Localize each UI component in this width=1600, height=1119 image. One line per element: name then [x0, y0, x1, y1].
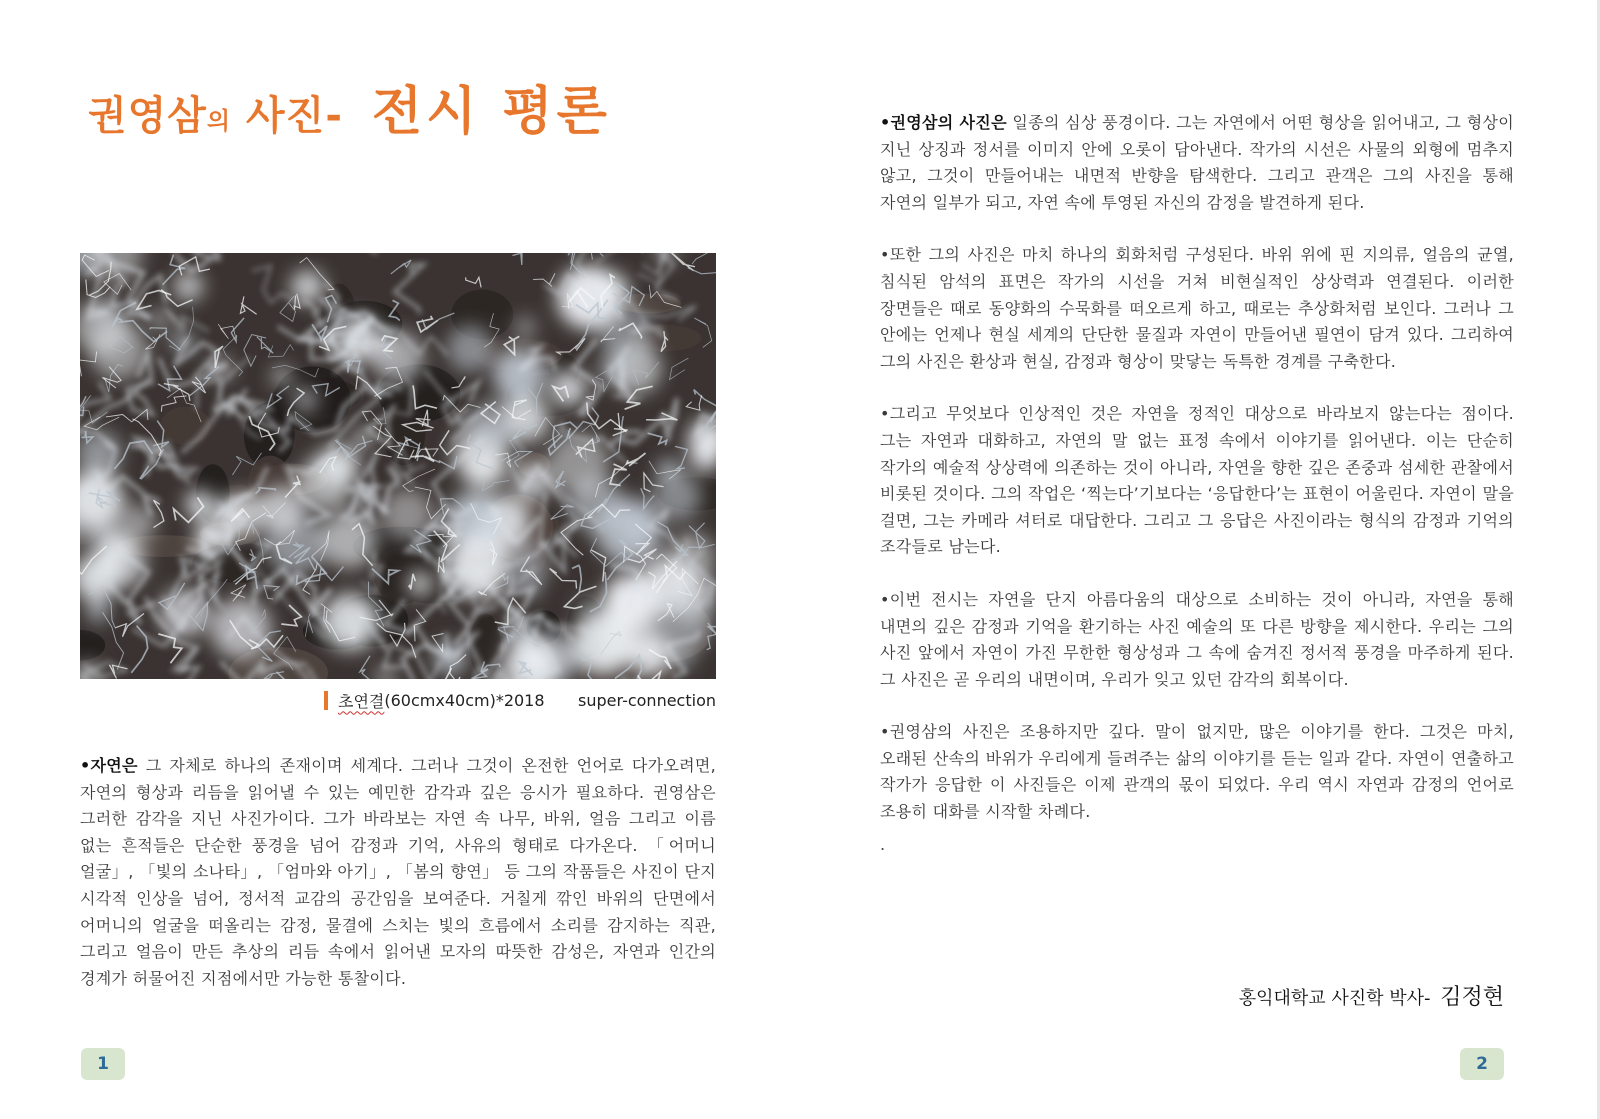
- title-review: 전시 평론: [371, 82, 611, 142]
- right-column: [880, 110, 1514, 858]
- title-photo: 사진-: [231, 93, 358, 139]
- title-artist: 권영삼: [88, 93, 207, 139]
- caption-details: (60cmx40cm)*2018: [384, 690, 545, 710]
- paragraph-body: •권영삼의 사진은 조용하지만 깊다. 말이 없지만, 많은 이야기를 한다. 그것은 마치, 오래된 산속의 바위가 우리에게 들려주는 삶의 이야기를 듣는 일과 같다. 자연이 연출하고 작가가 응답한 이 사진들은 이제 관객의 몫이 되었다. 우리 역시 자연과 감정의 언어로 조용히 대화를 시작할 차례다.: [880, 722, 1514, 822]
- caption-subtitle: super-connection: [578, 690, 716, 710]
- page-title: [88, 82, 611, 142]
- artwork-photo: [80, 253, 716, 679]
- paragraph-lead: •권영삼의 사진은: [880, 113, 1007, 132]
- title-particle: 의: [206, 107, 232, 135]
- right-paragraph-4: [880, 587, 1514, 693]
- paragraph-body: •이번 전시는 자연을 단지 아름다움의 대상으로 소비하는 것이 아니라, 자연을 통해 내면의 깊은 감정과 기억을 환기하는 사진 예술의 또 다른 방향을 제시한다. 우리는 그의 사진 앞에서 자연이 가진 무한한 형상성과 그 속에 숨겨진 정서적 풍경을 마주하게 된다. 그 사진은 곧 우리의 내면이며, 우리가 잊고 있던 감각의 회복이다.: [880, 589, 1514, 689]
- left-paragraph: [80, 753, 716, 992]
- page-number-1: 1: [81, 1048, 125, 1080]
- paragraph-body: •또한 그의 사진은 마치 하나의 회화처럼 구성된다. 바위 위에 핀 지의류, 얼음의 균열, 침식된 암석의 표면은 작가의 시선을 거쳐 비현실적인 상상력과 연결된다. 이러한 장면들은 때로 동양화의 수묵화를 떠오르게 하고, 때로는 추상화처럼 보인다. 그러나 그 안에는 언제나 현실 세계의 단단한 물질과 자연이 만들어낸 필연이 담겨 있다. 그리하여 그의 사진은 환상과 현실, 감정과 형상이 맞닿는 독특한 경계를 구축한다.: [880, 245, 1514, 371]
- right-paragraph-3: [880, 401, 1514, 561]
- caption-title: 초연결: [338, 691, 385, 711]
- ice-crystal-photo-icon: [80, 253, 716, 679]
- photo-caption: [324, 687, 716, 713]
- author-affiliation: 홍익대학교 사진학 박사-: [1238, 988, 1437, 1009]
- author-signature: [1239, 980, 1504, 1011]
- paragraph-body: 일종의 심상 풍경이다. 그는 자연에서 어떤 형상을 읽어내고, 그 형상이 지닌 상징과 정서를 이미지 안에 오롯이 담아낸다. 작가의 시선은 사물의 외형에 멈추지 않고, 그것이 만들어내는 내면적 반향을 탐색한다. 그리고 관객은 그의 사진을 통해 자연의 일부가 되고, 자연 속에 투영된 자신의 감정을 발견하게 된다.: [880, 113, 1514, 212]
- trailing-dot: .: [880, 834, 886, 854]
- caption-accent-bar: [324, 691, 328, 710]
- paragraph-body: •그리고 무엇보다 인상적인 것은 자연을 정적인 대상으로 바라보지 않는다는 점이다. 그는 자연과 대화하고, 자연의 말 없는 표정 속에서 이야기를 읽어낸다. 이는 단순히 작가의 예술적 상상력에 의존하는 것이 아니라, 자연을 향한 깊은 존중과 섬세한 관찰에서 비롯된 것이다. 그의 작업은 ‘찍는다’기보다는 ‘응답한다’는 표현이 어울린다. 자연이 말을 걸면, 그는 카메라 셔터로 대답한다. 그리고 그 응답은 사진이라는 형식의 감정과 기억의 조각들로 남는다.: [880, 404, 1514, 557]
- right-paragraph-1: [880, 110, 1514, 216]
- paragraph-body: 그 자체로 하나의 존재이며 세계다. 그러나 그것이 온전한 언어로 다가오려면, 자연의 형상과 리듬을 읽어낼 수 있는 예민한 감각과 깊은 응시가 필요하다. 권영삼은 그러한 감각을 지닌 사진가이다. 그가 바라보는 자연 속 나무, 바위, 얼음 그리고 이름 없는 흔적들은 단순한 풍경을 넘어 감정과 기억, 사유의 형태로 다가온다. 「어머니 얼굴」, 「빛의 소나타」, 「엄마와 아기」, 「봄의 향연」 등 그의 작품들은 사진이 단지 시각적 인상을 넘어, 정서적 교감의 공간임을 보여준다. 거칠게 깎인 바위의 단면에서 어머니의 얼굴을 떠올리는 감정, 물결에 스치는 빛의 흐름에서 소리를 감지하는 직관, 그리고 얼음이 만든 추상의 리듬 속에서 읽어낸 모자의 따뜻한 감성은, 자연과 인간의 경계가 허물어진 지점에서만 가능한 통찰이다.: [80, 756, 716, 988]
- page-number-2: 2: [1460, 1048, 1504, 1080]
- author-name: 김정현: [1440, 985, 1504, 1010]
- paragraph-lead: •자연은: [80, 756, 138, 775]
- right-paragraph-5: [880, 719, 1514, 825]
- right-paragraph-2: [880, 242, 1514, 375]
